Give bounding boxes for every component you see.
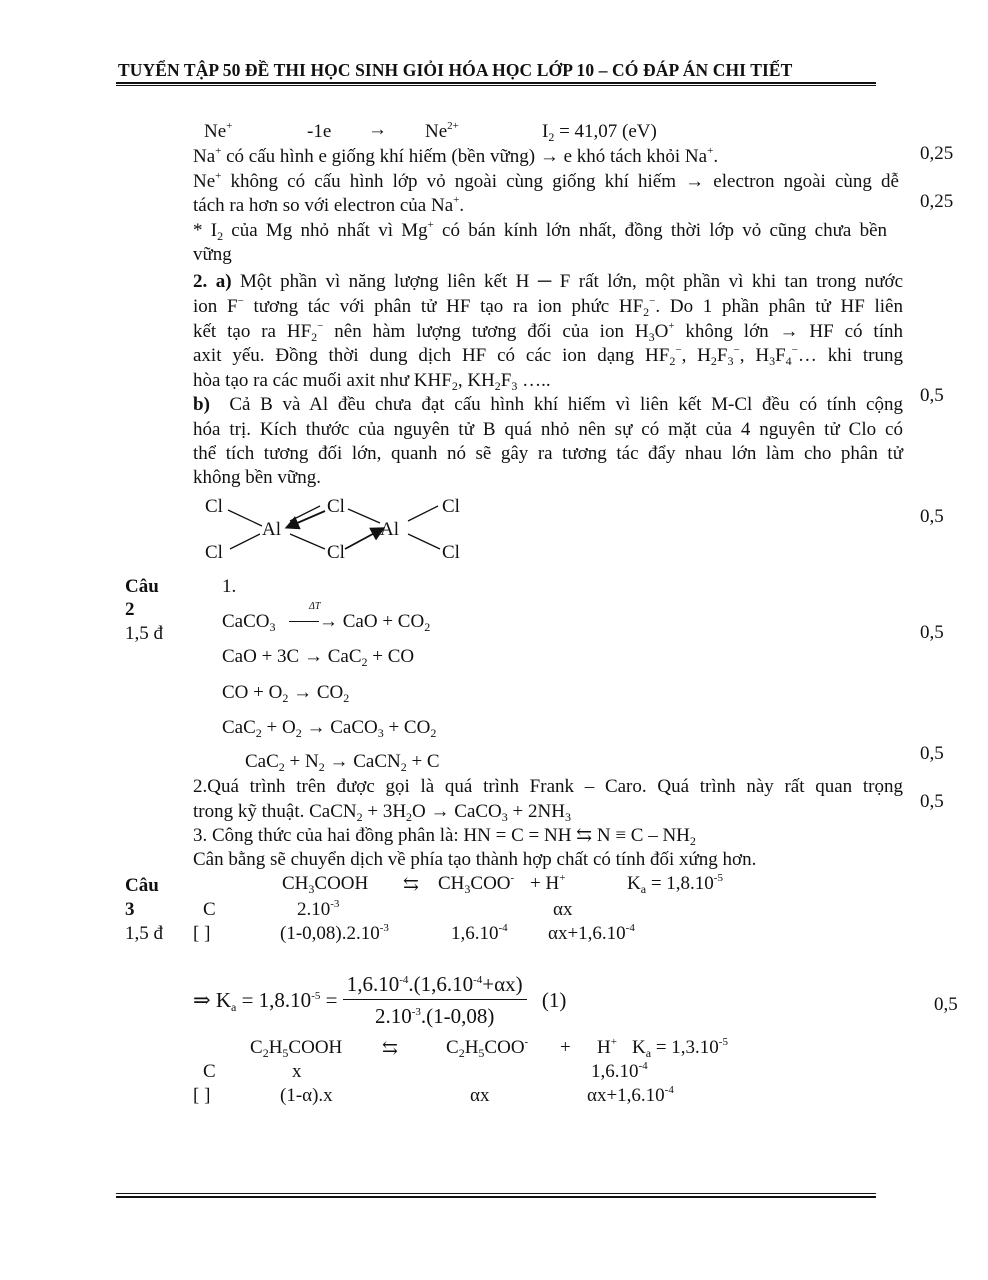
proton: + H+	[530, 872, 566, 894]
equilibrium-line: Cân bằng sẽ chuyển dịch về phía tạo thành hợp chất có tính đối xứng hơn.	[193, 849, 757, 870]
part2a-line3: kết tạo ra $HF_2^-$ nên hàm lượng tương đối của ion $H_3O^+$ không lớn → HF có tính	[193, 320, 903, 344]
eq-conc-h: $\alpha x+1,6.10^{-4}$	[548, 922, 635, 944]
initial-h: αx	[553, 899, 573, 920]
page-header: TUYỂN TẬP 50 ĐỀ THI HỌC SINH GIỎI HÓA HỌC LỚP 10 – CÓ ĐÁP ÁN CHI TIẾT	[118, 60, 793, 80]
score: 0,25	[920, 191, 954, 212]
part2a-line5: hòa tạo ra các muối axit như $KHF_2$, $KH_2F_3$ …..	[193, 370, 551, 393]
ion-product: $Ne^{2+}$	[425, 120, 459, 142]
eq2-conc-anion: αx	[470, 1085, 490, 1106]
cl-atom: Cl	[205, 542, 223, 563]
item-number: 1.	[222, 576, 237, 597]
row-label-eq: [ ]	[193, 1085, 211, 1106]
part2b-line3: thể tích tương đối lớn, quanh nó sẽ gây ra tương tác đẩy nhau lớn làm cho phân tử	[193, 443, 903, 464]
question-label: Câu	[125, 576, 159, 597]
ka-fraction	[343, 972, 527, 1029]
question-label: Câu	[125, 875, 159, 896]
header-rule-thin	[116, 85, 876, 86]
ion: Ne+	[204, 120, 233, 142]
part2b-line1: b) Cả B và Al đều chưa đạt cấu hình khí hiếm vì liên kết M-Cl đều có tính cộng	[193, 394, 903, 415]
question-number: 3	[125, 899, 135, 920]
cl-atom: Cl	[205, 496, 223, 517]
eq-conc-acid: $(1-0,08).2.10^{-3}$	[280, 922, 389, 944]
ne-config-line2: tách ra hơn so với electron của Na+.	[193, 194, 465, 216]
eq-conc-anion: $1,6.10^{-4}$	[451, 922, 508, 944]
acetic-acid: $CH_3COOH$	[282, 873, 369, 896]
al-atom: Al	[380, 519, 399, 540]
propionic-acid: $C_2H_5COOH$	[250, 1037, 343, 1060]
header-rule	[116, 82, 876, 84]
initial-h2: $1,6.10^{-4}$	[591, 1060, 648, 1082]
initial-conc: $2.10^{-3}$	[297, 898, 340, 920]
acetate-ion: $CH_3COO^-$	[438, 872, 515, 896]
part2b-line4: không bền vững.	[193, 467, 321, 488]
footer-rule-thin	[116, 1193, 876, 1194]
proton: H+	[597, 1036, 617, 1058]
initial-conc-x: x	[292, 1061, 302, 1082]
ion-row	[204, 121, 232, 143]
frank-caro-line1: 2.Quá trình trên được gọi là quá trình Frank – Caro. Quá trình này rất quan trọng	[193, 776, 903, 797]
al2cl6-structure	[190, 494, 480, 566]
row-label-c: C	[203, 1061, 216, 1082]
footer-rule	[116, 1196, 876, 1198]
eq2-conc-h: $\alpha x+1,6.10^{-4}$	[587, 1084, 674, 1106]
mg-line2: vững	[193, 244, 232, 265]
question-points: 1,5 đ	[125, 623, 163, 644]
ka-equation: ⇒ $K_a = 1,8.10^{-5}$ = $\frac{1,6.10^{-4}.(1,6.10^{-4}+\alpha x)}{2.10^{-3}.(1-0,08)}$ (1)	[193, 972, 567, 1028]
reaction-arrow: →	[368, 119, 387, 140]
fraction-denominator: $2.10^{-3}.(1-0,08)$	[374, 1004, 495, 1028]
cl-atom: Cl	[327, 496, 345, 517]
question-points: 1,5 đ	[125, 923, 163, 944]
eq2-conc-acid: (1-α).x	[280, 1085, 333, 1106]
score: 0,5	[920, 622, 944, 643]
mg-line1: * $I_2$ của Mg nhỏ nhất vì Mg+ có bán kính lớn nhất, đồng thời lớp vỏ cũng chưa bền	[193, 219, 887, 243]
part2b-line2: hóa trị. Kích thước của nguyên tử B quá nhỏ nên sự có mặt của 4 nguyên tử Clo có	[193, 419, 903, 440]
reaction-5: $CaC_2 + N_2$ → CaCN$_2$ + C	[245, 751, 440, 774]
reaction-4: $CaC_2 + O_2$ → CaCO$_3$ + $CO_2$	[222, 717, 437, 740]
ka-acetic: $K_a = 1,8.10^{-5}$	[627, 872, 723, 896]
row-label-eq: [ ]	[193, 923, 211, 944]
plus-sign: +	[560, 1037, 571, 1058]
row-label-c: C	[203, 899, 216, 920]
propionate-ion: $C_2H_5COO^-$	[446, 1036, 529, 1060]
cl-atom: Cl	[442, 542, 460, 563]
reaction-2: CaO + 3C → CaC$_2$ + CO	[222, 646, 415, 669]
cl-atom: Cl	[442, 496, 460, 517]
part2a-line1: 2. a) Một phần vì năng lượng liên kết H ─ F rất lớn, một phần vì khi tan trong nước	[193, 271, 904, 292]
score: 0,5	[920, 791, 944, 812]
score: 0,5	[920, 506, 944, 527]
part2a-line4: axit yếu. Đồng thời dung dịch HF có các ion dạng $HF_2^-$, $H_2F_3^-$, $H_3F_4^-\dots$ khi trung	[193, 344, 904, 368]
score: 0,5	[920, 385, 944, 406]
score: 0,5	[920, 743, 944, 764]
reaction-3: CO + $O_2 \to CO_2$	[222, 682, 350, 705]
fraction-numerator: $1,6.10^{-4}.(1,6.10^{-4}+\alpha x)$	[343, 972, 527, 1000]
al-atom: Al	[262, 519, 281, 540]
electron-loss: -1e	[307, 121, 332, 142]
isomer-line: 3. Công thức của hai đồng phân là: HN = C = NH ⇆ $N \equiv C - NH_2$	[193, 825, 696, 848]
ka-propionic: $K_a = 1,3.10^{-5}$	[632, 1036, 728, 1060]
equilibrium-arrow: ⇆	[403, 874, 419, 895]
score: 0,5	[934, 994, 958, 1015]
ne-config-line1: Ne+ không có cấu hình lớp vỏ ngoài cùng giống khí hiếm → electron ngoài cùng dễ	[193, 170, 899, 192]
ionization-energy: $I_2 = 41,07$ (eV)	[542, 121, 657, 144]
reaction-1: CaCO$_3$ ΔT → CaO + $CO_2$	[222, 601, 431, 634]
question-number: 2	[125, 599, 135, 620]
part2a-line2: ion F− tương tác với phân tử HF tạo ra ion phức $HF_2^-$. Do 1 phần phân tử HF liên	[193, 295, 903, 319]
cl-atom: Cl	[327, 542, 345, 563]
score: 0,25	[920, 143, 954, 164]
equilibrium-arrow: ⇆	[382, 1038, 398, 1059]
na-config-line: Na+ có cấu hình e giống khí hiếm (bền vững) → e khó tách khỏi Na+.	[193, 145, 719, 167]
frank-caro-line2: trong kỹ thuật. CaCN$_2$ + $3H_2O$ → CaCO$_3$ + $2NH_3$	[193, 801, 571, 824]
